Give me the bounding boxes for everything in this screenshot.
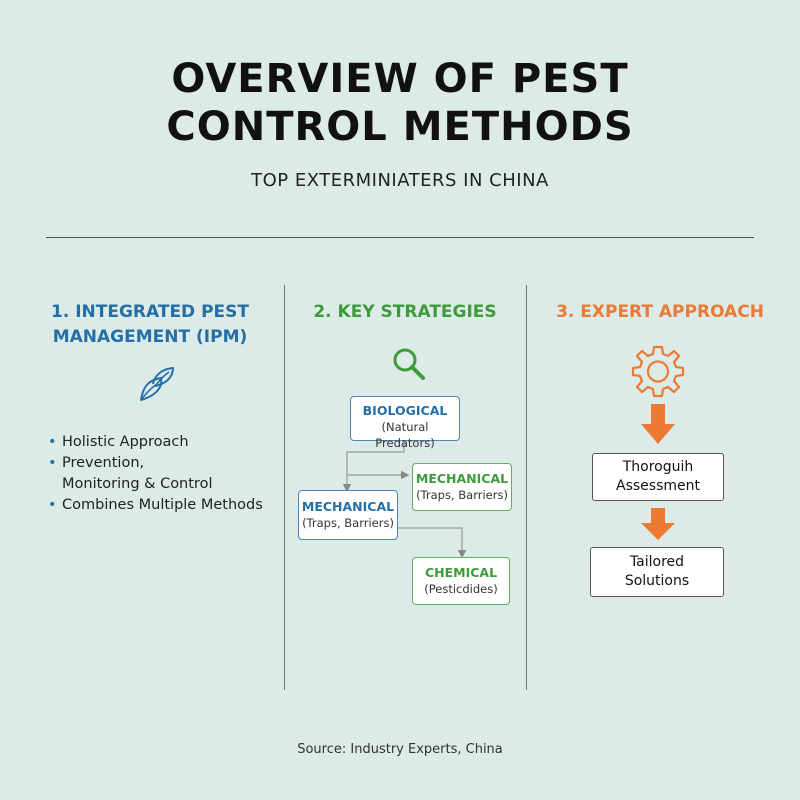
- down-arrow-icon: [641, 404, 675, 444]
- list-item: • Holistic Approach: [48, 432, 263, 453]
- mechanical-subtitle: (Traps, Barriers): [302, 516, 394, 530]
- mechanical-box-green: [412, 463, 512, 511]
- chemical-box: [412, 557, 510, 605]
- down-arrow-icon: [641, 508, 675, 540]
- strategies-heading: 2. KEY STRATEGIES: [313, 302, 497, 322]
- step-line-1: Tailored: [629, 554, 685, 570]
- step-line-2: Solutions: [624, 573, 690, 589]
- mechanical-box-blue: [298, 490, 398, 540]
- biological-subtitle: (Natural Predators): [375, 420, 435, 450]
- step-line-1: Thoroguih: [622, 459, 694, 475]
- list-item: Monitoring & Control: [62, 476, 213, 492]
- step-line-2: Assessment: [616, 478, 700, 494]
- title-line-1: OVERVIEW OF PEST: [171, 56, 629, 102]
- assessment-step: [592, 453, 724, 501]
- expert-heading: 3. EXPERT APPROACH: [556, 302, 764, 322]
- mechanical-title: MECHANICAL: [415, 471, 509, 486]
- list-item: • Combines Multiple Methods: [48, 495, 263, 516]
- subtitle: TOP EXTERMINIATERS IN CHINA: [251, 170, 549, 191]
- mechanical-subtitle: (Traps, Barriers): [416, 488, 508, 502]
- ipm-heading-line-2: MANAGEMENT (IPM): [52, 327, 248, 347]
- gear-icon: [630, 343, 686, 399]
- title-line-2: CONTROL METHODS: [166, 104, 634, 150]
- list-item: • Prevention,: [48, 453, 263, 474]
- ipm-heading-line-1: 1. INTEGRATED PEST: [51, 302, 249, 322]
- biological-box: [350, 396, 460, 450]
- mechanical-title: MECHANICAL: [301, 499, 395, 514]
- chemical-title: CHEMICAL: [424, 565, 498, 580]
- solutions-step: [590, 547, 724, 597]
- chemical-subtitle: (Pesticdides): [424, 582, 498, 596]
- biological-title: BIOLOGICAL: [362, 403, 448, 418]
- source-footer: Source: Industry Experts, China: [297, 742, 503, 757]
